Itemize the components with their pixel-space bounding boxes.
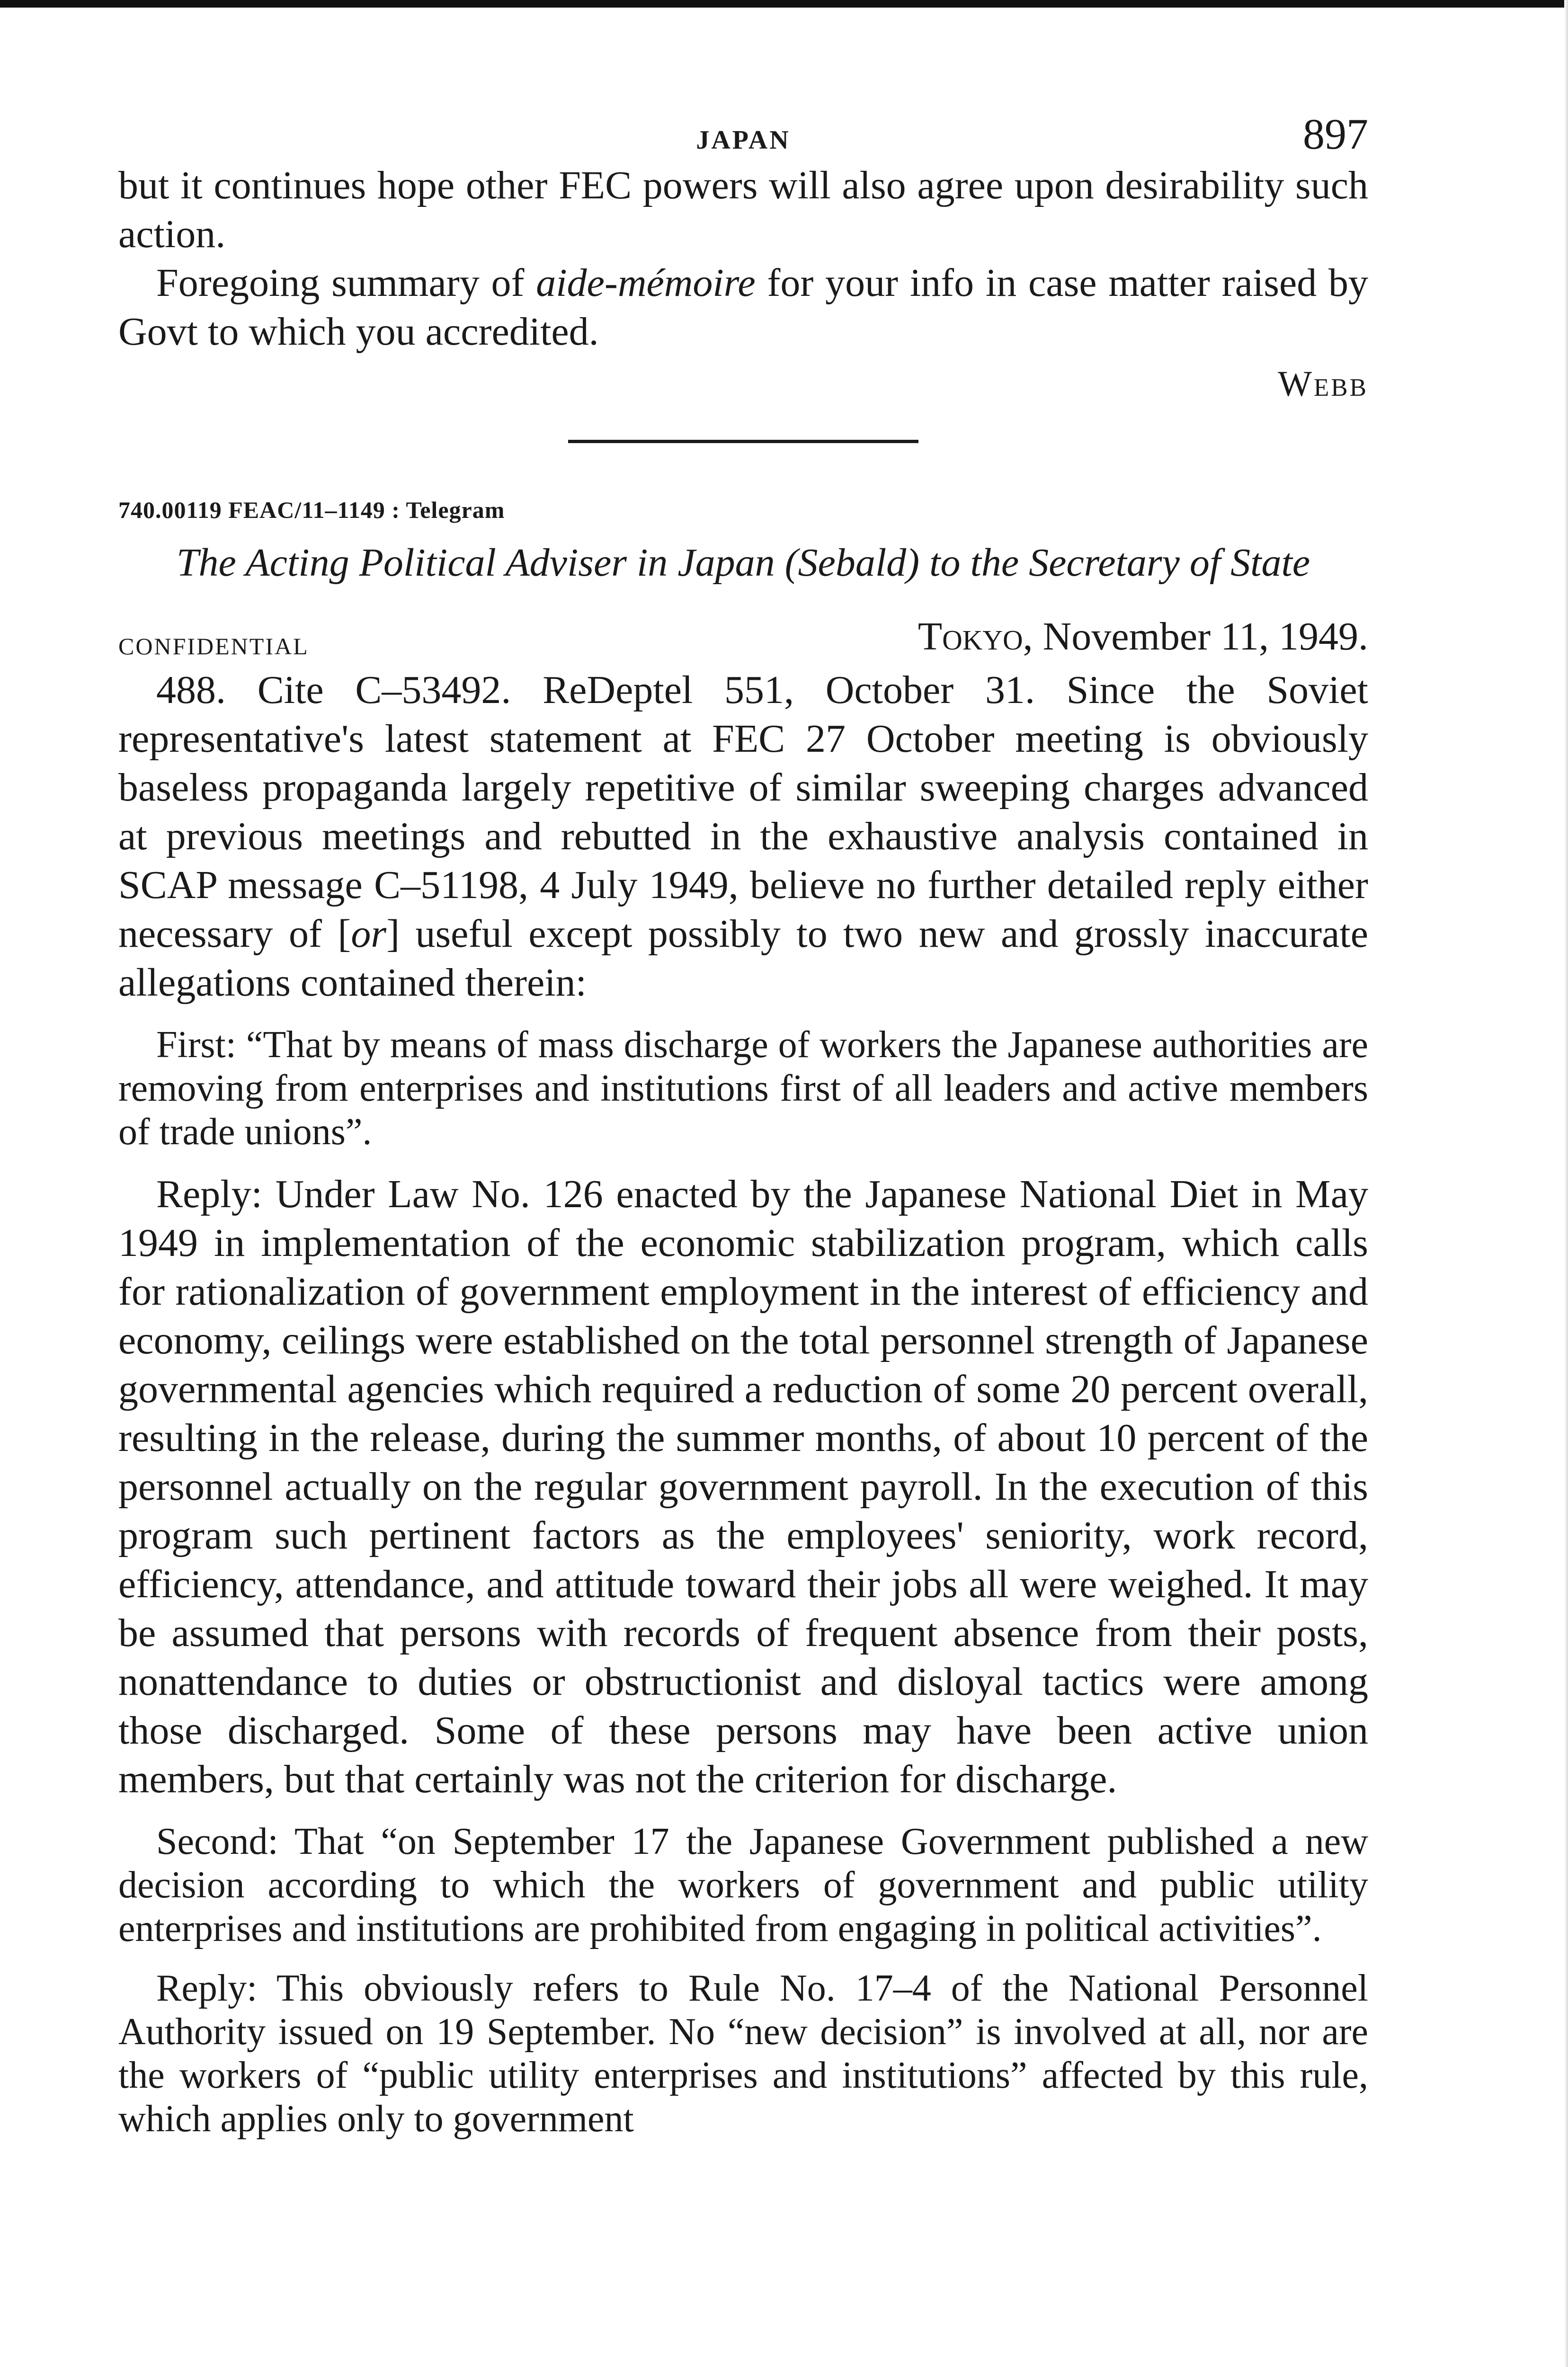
page-number: 897 xyxy=(1303,110,1368,158)
summary-paragraph xyxy=(118,258,1368,356)
place: Tokyo, xyxy=(918,614,1033,658)
summary-italic-term: aide-mémoire xyxy=(536,261,756,305)
spacer xyxy=(118,1804,1368,1820)
spacer xyxy=(118,1154,1368,1170)
document-heading: The Acting Political Adviser in Japan (Sebald) to the Secretary of State xyxy=(176,541,1310,585)
page xyxy=(118,104,1368,2141)
signature: Webb xyxy=(1278,364,1368,404)
place-date xyxy=(918,614,1368,659)
scan-edge-top xyxy=(0,0,1568,8)
date: November 11, 1949. xyxy=(1033,614,1368,658)
opening-text-after: ] useful except possibly to two new and grossly inaccurate allegations contained therein: xyxy=(118,912,1368,1005)
running-title: JAPAN xyxy=(696,125,791,155)
continuation-paragraph: but it continues hope other FEC powers will also agree upon desirability such action. xyxy=(118,163,1368,256)
summary-text-before: Foregoing summary of xyxy=(156,261,536,305)
opening-text-before: 488. Cite C–53492. ReDeptel 551, October 31. Since the Soviet representative's latest statement at FEC 27 October meeting is obviously baseless propaganda largely repetitive of similar sweeping charges advanced at previous meetings and rebutted in the exhaustive analysis contained in SCAP message C–51198, 4 July 1949, believe no further detailed reply either necessary of [ xyxy=(118,668,1368,956)
first-allegation: First: “That by means of mass discharge of workers the Japanese authorities are removing from enterprises and institutions first of all leaders and active members of trade unions”. xyxy=(118,1024,1368,1153)
summary-text-after: for your info in case matter raised by Govt to which you accredited. xyxy=(118,261,1368,354)
classification-label: CONFIDENTIAL xyxy=(118,633,309,659)
first-reply: Reply: Under Law No. 126 enacted by the Japanese National Diet in May 1949 in implementation of the economic stabilization program, which calls for rationalization of government employment in the interest of efficiency and economy, ceilings were established on the total personnel strength of Japanese governmental agencies which required a reduction of some 20 percent overall, resulting in the release, during the summer months, of about 10 percent of the personnel actually on the regular government payroll. In the execution of this program such pertinent factors as the employees' seniority, work record, efficiency, attendance, and attitude toward their jobs all were weighed. It may be assumed that persons with records of frequent absence from their posts, nonattendance to duties or obstructionist and disloyal tactics were among those discharged. Some of these persons may have been active union members, but that certainly was not the criterion for discharge. xyxy=(118,1172,1368,1801)
scan-edge-right xyxy=(1564,0,1568,2367)
second-allegation: Second: That “on September 17 the Japanese Government published a new decision according to which the workers of government and public utility enterprises and institutions are prohibited from engaging in political activities”. xyxy=(118,1821,1368,1949)
file-reference: 740.00119 FEAC/11–1149 : Telegram xyxy=(118,497,505,523)
second-reply: Reply: This obviously refers to Rule No. 17–4 of the National Personnel Authority issued on 19 September. No “new decision” is involved at all, nor are the workers of “public utility enterprises and institutions” affected by this rule, which applies only to government xyxy=(118,1967,1368,2140)
spacer xyxy=(118,1950,1368,1967)
opening-paragraph xyxy=(118,666,1368,1007)
spacer xyxy=(118,1007,1368,1023)
dateline xyxy=(118,614,1368,666)
section-divider xyxy=(568,440,918,443)
running-head xyxy=(118,104,1368,161)
opening-italic-insert: or xyxy=(351,912,387,956)
